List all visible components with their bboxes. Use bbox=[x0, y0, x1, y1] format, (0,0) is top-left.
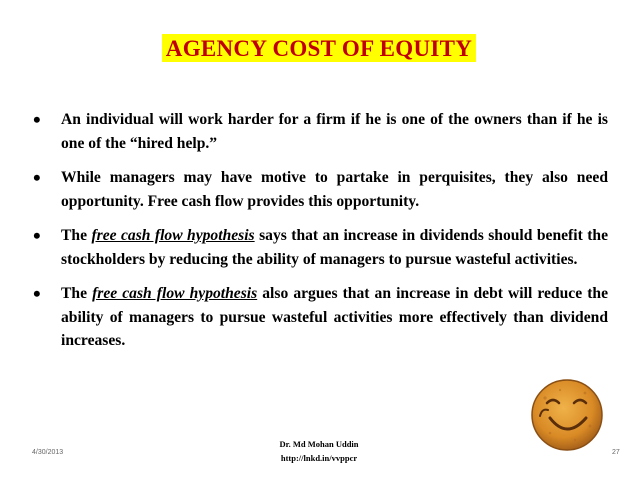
footer-date: 4/30/2013 bbox=[32, 449, 64, 456]
bullet-text-post: also argues that an increase in debt will reduce the ability of managers to pursue wasteful activities more effectively than dividend increases. bbox=[61, 285, 608, 349]
bullet-dot-icon: • bbox=[33, 223, 41, 248]
bullet-text: While managers may have motive to partake in perquisites, they also need opportunity. Free cash flow provides this opportunity. bbox=[61, 169, 608, 210]
bullet-dot-icon: • bbox=[33, 107, 41, 132]
bullet-text-italic: free cash flow hypothesis bbox=[92, 285, 258, 302]
bullet-item bbox=[22, 224, 608, 271]
bullet-dot-icon: • bbox=[33, 281, 41, 306]
footer-url: http://lnkd.in/vvppcr bbox=[280, 453, 358, 463]
bullet-item bbox=[22, 282, 608, 353]
page-number: 27 bbox=[612, 449, 620, 456]
footer-author: Dr. Md Mohan Uddin bbox=[279, 439, 359, 449]
title-container bbox=[0, 34, 638, 62]
bullet-text-pre: The bbox=[61, 285, 93, 302]
footer-attribution bbox=[0, 437, 638, 465]
bullet-text-italic: free cash flow hypothesis bbox=[91, 227, 255, 244]
bullet-text-pre: The bbox=[61, 227, 92, 244]
slide-title: AGENCY COST OF EQUITY bbox=[162, 34, 476, 62]
bullet-dot-icon: • bbox=[33, 165, 41, 190]
bullet-item bbox=[22, 166, 608, 213]
bullet-list bbox=[22, 108, 608, 364]
bullet-text-post: says that an increase in dividends should benefit the stockholders by reducing the ability of managers to pursue wasteful activities. bbox=[61, 227, 608, 268]
bullet-text: An individual will work harder for a firm if he is one of the owners than if he is one of the “hired help.” bbox=[61, 111, 608, 152]
bullet-item bbox=[22, 108, 608, 155]
